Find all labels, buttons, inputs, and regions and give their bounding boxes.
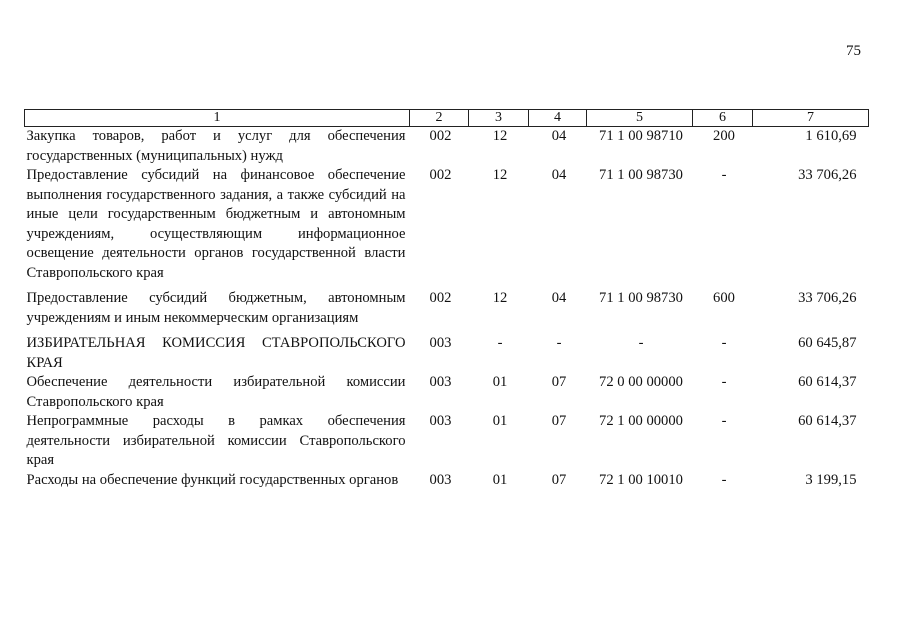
row-csr: 72 1 00 10010	[599, 471, 683, 488]
row-csr: 71 1 00 98710	[599, 128, 683, 144]
col-header-7: 7	[753, 110, 869, 127]
row-vr: -	[721, 374, 727, 390]
row-rz: 01	[492, 471, 508, 488]
page-number: 75	[846, 43, 861, 59]
table-row	[25, 412, 869, 471]
row-pr: 04	[551, 128, 567, 144]
row-amount: 33 706,26	[798, 290, 857, 306]
row-name: Непрограммные расходы в рамках обеспечения деятельности избирательной комиссии Ставропольского края	[26, 413, 406, 468]
row-amount: 60 645,87	[798, 335, 857, 351]
row-csr: -	[638, 335, 644, 351]
table-header-row	[25, 110, 869, 127]
col-header-5: 5	[587, 110, 693, 127]
col-header-4: 4	[529, 110, 587, 127]
row-amount: 60 614,37	[798, 374, 857, 390]
row-vr: -	[721, 413, 727, 429]
table-row	[25, 166, 869, 289]
row-ved: 002	[429, 167, 452, 183]
budget-table	[24, 109, 869, 490]
row-ved: 003	[429, 413, 452, 429]
row-csr: 71 1 00 98730	[599, 290, 683, 306]
table-row	[25, 373, 869, 412]
row-rz: 01	[492, 413, 508, 429]
row-csr: 72 0 00 00000	[599, 374, 683, 390]
row-ved: 003	[429, 374, 452, 390]
row-ved: 003	[429, 335, 452, 351]
row-name: ИЗБИРАТЕЛЬНАЯ КОМИССИЯ СТАВРОПОЛЬСКОГО КРАЯ	[26, 335, 406, 371]
col-header-3: 3	[469, 110, 529, 127]
row-amount: 1 610,69	[805, 128, 857, 144]
row-vr: 600	[713, 290, 735, 306]
row-name: Закупка товаров, работ и услуг для обеспечения государственных (муниципальных) нужд	[26, 128, 406, 164]
col-header-6: 6	[693, 110, 753, 127]
row-vr: 200	[713, 128, 735, 144]
table-row	[25, 471, 869, 491]
row-vr: -	[721, 167, 727, 183]
row-name: Предоставление субсидий на финансовое обеспечение выполнения государственного задания, а также субсидий на иные цели государственным бюджетным и автономным учреждениям, осуществляющим информационное освещение деятельности органов государственной власти Ставропольского края	[26, 167, 406, 281]
table-row	[25, 127, 869, 167]
row-pr: 07	[551, 471, 567, 488]
row-rz: -	[497, 335, 503, 351]
row-name: Предоставление субсидий бюджетным, автономным учреждениям и иным некоммерческим организациям	[26, 290, 406, 326]
row-amount: 3 199,15	[805, 471, 857, 488]
row-pr: 07	[551, 413, 567, 429]
col-header-1: 1	[25, 110, 410, 127]
row-pr: 04	[551, 290, 567, 306]
row-rz: 12	[492, 128, 508, 144]
col-header-2: 2	[410, 110, 469, 127]
row-name: Расходы на обеспечение функций государственных органов	[26, 471, 399, 488]
row-name: Обеспечение деятельности избирательной комиссии Ставропольского края	[26, 374, 406, 410]
row-vr: -	[721, 471, 727, 488]
row-vr: -	[721, 335, 727, 351]
table-row	[25, 334, 869, 373]
row-csr: 72 1 00 00000	[599, 413, 683, 429]
row-amount: 60 614,37	[798, 413, 857, 429]
row-pr: 04	[551, 167, 567, 183]
row-pr: 07	[551, 374, 567, 390]
row-ved: 003	[429, 471, 452, 488]
row-rz: 12	[492, 290, 508, 306]
row-rz: 01	[492, 374, 508, 390]
table-row	[25, 289, 869, 334]
row-pr: -	[556, 335, 562, 351]
row-ved: 002	[429, 290, 452, 306]
row-amount: 33 706,26	[798, 167, 857, 183]
row-rz: 12	[492, 167, 508, 183]
row-csr: 71 1 00 98730	[599, 167, 683, 183]
row-ved: 002	[429, 128, 452, 144]
